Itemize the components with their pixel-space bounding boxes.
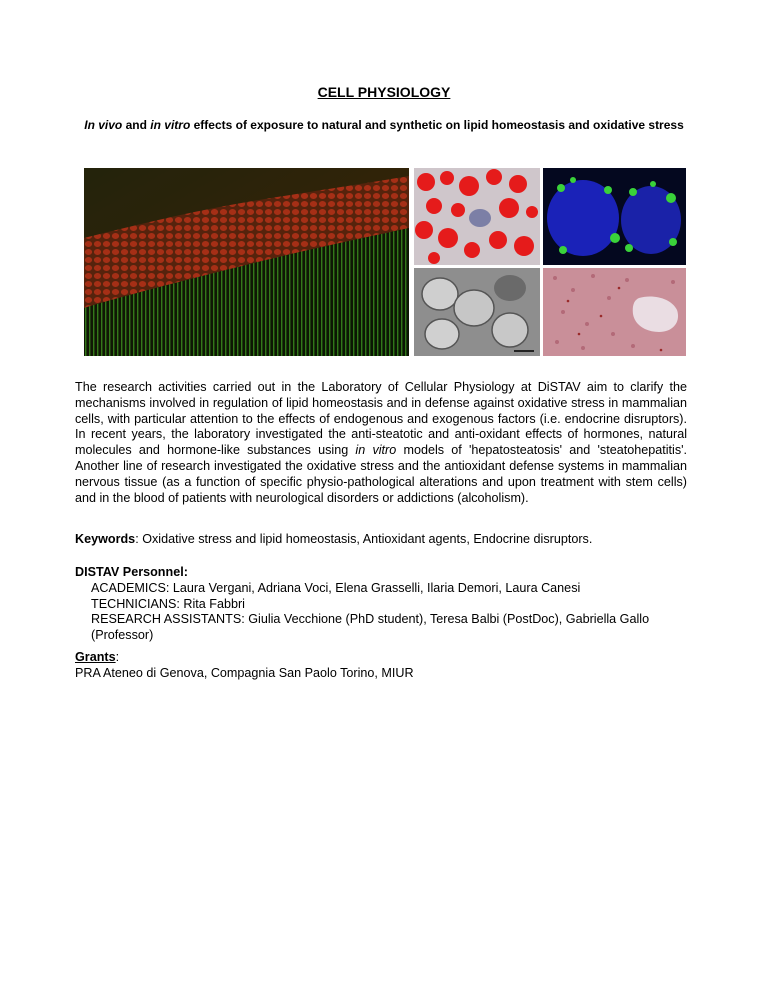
- grants-text: PRA Ateneo di Genova, Compagnia San Paolo Torino, MIUR: [75, 665, 414, 680]
- lipid-droplet-staining-image: [414, 168, 540, 265]
- personnel-section: [75, 565, 687, 644]
- research-description: [75, 380, 687, 506]
- grants-label: Grants: [75, 650, 116, 664]
- academics-line: ACADEMICS: Laura Vergani, Adriana Voci, Elena Grasselli, Ilaria Demori, Laura Canesi: [91, 580, 581, 595]
- fluorescence-tissue-image: [84, 168, 409, 356]
- description-text: The research activities carried out in the Laboratory of Cellular Physiology at DiSTAV aim to clarify the mechanisms involved in regulation of lipid homeostasis and in defense against oxidative stress in mammalian cells, with particular attention to the effects of endogenous and exogenous factors (i.e. endocrine disruptors). In recent years, the laboratory investigated the anti-steatotic and anti-oxidant effects of hormones, natural molecules and hormone-like substances using: [75, 380, 687, 458]
- electron-microscopy-image: [414, 268, 540, 356]
- keywords: [75, 532, 687, 548]
- keywords-label: Keywords: [75, 532, 136, 546]
- keywords-text: : Oxidative stress and lipid homeostasis, Antioxidant agents, Endocrine disruptors.: [135, 532, 593, 546]
- subtitle-rest: effects of exposure to natural and synthetic on lipid homeostasis and oxidative stress: [190, 118, 684, 132]
- subtitle-in-vivo: In vivo: [84, 118, 123, 132]
- subtitle-in-vitro: in vitro: [150, 118, 191, 132]
- description-text-end: models of 'hepatosteatosis' and 'steatohepatitis'. Another line of research investigated the oxidative stress and the antioxidant defense systems in mammalian nervous tissue (as a function of specific physio-pathological alterations and upon treatment with stem cells) and in the blood of patients with neurological disorders or addictions (alcoholism).: [75, 443, 688, 505]
- research-assistants-line: RESEARCH ASSISTANTS: Giulia Vecchione (PhD student), Teresa Balbi (PostDoc), Gabriella Gallo (Professor): [91, 612, 650, 643]
- personnel-label: DISTAV Personnel:: [75, 565, 188, 579]
- nuclei-fluorescence-image: [543, 168, 686, 265]
- liver-histology-image: [543, 268, 686, 356]
- subtitle: [60, 117, 708, 134]
- page-title: CELL PHYSIOLOGY: [317, 84, 451, 100]
- grants-colon: :: [115, 650, 120, 664]
- technicians-line: TECHNICIANS: Rita Fabbri: [91, 596, 245, 611]
- microscopy-figure: [84, 168, 686, 356]
- grants-section: [75, 650, 687, 682]
- subtitle-and: and: [122, 118, 151, 132]
- description-in-vitro: in vitro: [355, 443, 397, 458]
